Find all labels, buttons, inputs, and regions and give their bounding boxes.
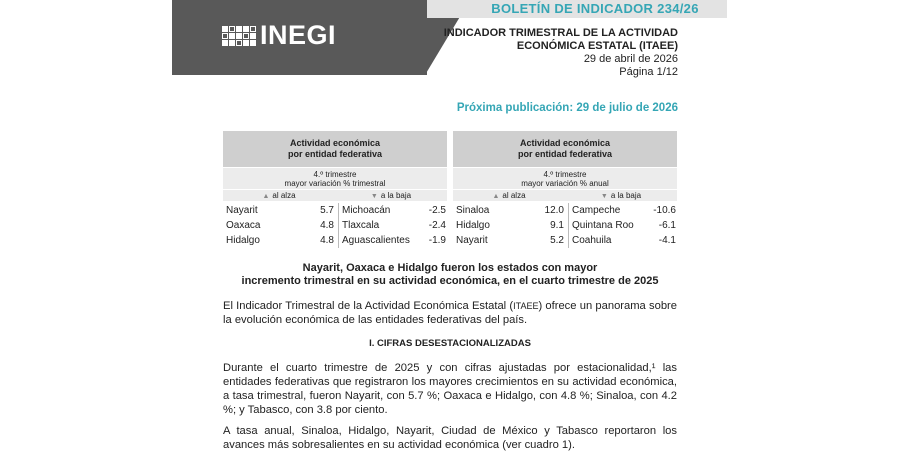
- state-name: Michoacán: [342, 205, 391, 216]
- state-value: -10.6: [653, 205, 676, 216]
- intro-paragraph: [223, 299, 677, 327]
- inegi-logo: [222, 20, 336, 51]
- table-row: [223, 233, 447, 248]
- state-value: 4.8: [286, 233, 339, 248]
- paragraph-seasonally-adjusted: Durante el cuarto trimestre de 2025 y con cifras ajustadas por estacionalidad,¹ las entidades federativas que registraron los mayores crecimientos en su actividad económica, a tasa trimestral, fueron Nayarit, con 5.7 %; Oaxaca e Hidalgo, con 4.8 %; Sinaloa, con 4.2 %; y Tabasco, con 3.8 por ciento.: [223, 362, 677, 416]
- state-value: -6.1: [658, 220, 676, 231]
- state-name: Tlaxcala: [342, 220, 380, 231]
- logo-text: INEGI: [260, 20, 337, 50]
- state-name: Nayarit: [226, 205, 258, 216]
- document-title-block: [444, 27, 678, 79]
- table-direction-header: [453, 189, 677, 201]
- bulletin-number: BOLETÍN DE INDICADOR 234/26: [491, 1, 699, 16]
- state-name: Campeche: [572, 205, 621, 216]
- state-value: 9.1: [516, 218, 569, 233]
- page-number: Página 1/12: [619, 66, 678, 78]
- table-header-line-2: por entidad federativa: [517, 149, 613, 159]
- section-title: I. CIFRAS DESESTACIONALIZADAS: [369, 338, 531, 349]
- table-period: 4.º trimestre: [313, 170, 357, 179]
- state-value: 5.2: [516, 233, 569, 248]
- state-name: Nayarit: [456, 235, 488, 246]
- down-column-header: [565, 190, 677, 201]
- headline-line-1: Nayarit, Oaxaca e Hidalgo fueron los estados con mayor: [302, 262, 598, 274]
- state-value: -1.9: [428, 235, 446, 246]
- publication-date: 29 de abril de 2026: [583, 53, 678, 65]
- up-column-header: [453, 190, 565, 201]
- table-quarterly-variation: [223, 131, 447, 248]
- table-direction-header: [223, 189, 447, 201]
- title-line-1: INDICADOR TRIMESTRAL DE LA ACTIVIDAD: [443, 27, 678, 39]
- intro-text-end: ) ofrece un panorama sobre la evolución económica de las entidades federativas del país.: [223, 300, 677, 326]
- table-measure: mayor variación % anual: [521, 179, 609, 188]
- table-row: [453, 218, 677, 233]
- headline: [223, 262, 677, 288]
- table-period: 4.º trimestre: [543, 170, 587, 179]
- intro-acronym: ITAEE: [513, 301, 539, 311]
- state-value: -2.4: [428, 220, 446, 231]
- table-row: [453, 203, 677, 218]
- table-header-line-1: Actividad económica: [519, 138, 611, 148]
- table-row: [223, 203, 447, 218]
- down-label: a la baja: [380, 191, 412, 200]
- table-subheader: [223, 168, 447, 189]
- state-value: 12.0: [516, 203, 569, 218]
- up-label: al alza: [502, 191, 526, 200]
- state-name: Hidalgo: [226, 235, 260, 246]
- triangle-down-icon: ▼: [370, 193, 378, 200]
- state-name: Sinaloa: [456, 205, 490, 216]
- triangle-down-icon: ▼: [600, 193, 608, 200]
- table-row: [223, 218, 447, 233]
- table-header-line-2: por entidad federativa: [287, 149, 383, 159]
- state-name: Quintana Roo: [572, 220, 634, 231]
- triangle-up-icon: ▲: [262, 193, 270, 200]
- title-line-2: ECONÓMICA ESTATAL (ITAEE): [516, 40, 678, 52]
- table-header: [453, 131, 677, 167]
- state-name: Oaxaca: [226, 220, 261, 231]
- logo-mark-icon: [222, 26, 256, 46]
- table-annual-variation: [453, 131, 677, 248]
- triangle-up-icon: ▲: [492, 193, 500, 200]
- next-publication: Próxima publicación: 29 de julio de 2026: [456, 102, 678, 114]
- state-value: -2.5: [428, 205, 446, 216]
- state-value: 4.8: [286, 218, 339, 233]
- up-column-header: [223, 190, 335, 201]
- state-value: -4.1: [658, 235, 676, 246]
- intro-text-start: El Indicador Trimestral de la Actividad Económica Estatal (: [223, 300, 514, 312]
- state-name: Coahuila: [572, 235, 612, 246]
- table-measure: mayor variación % trimestral: [284, 179, 386, 188]
- down-column-header: [335, 190, 447, 201]
- up-label: al alza: [272, 191, 296, 200]
- table-header-line-1: Actividad económica: [289, 138, 381, 148]
- state-name: Aguascalientes: [342, 235, 410, 246]
- table-header: [223, 131, 447, 167]
- state-name: Hidalgo: [456, 220, 490, 231]
- headline-line-2: incremento trimestral en su actividad económica, en el cuarto trimestre de 2025: [241, 275, 659, 287]
- table-subheader: [453, 168, 677, 189]
- table-row: [453, 233, 677, 248]
- paragraph-annual-rate: A tasa anual, Sinaloa, Hidalgo, Nayarit, Ciudad de México y Tabasco reportaron los avances más sobresalientes en su actividad económica (ver cuadro 1).: [223, 425, 677, 451]
- state-value: 5.7: [286, 203, 339, 218]
- down-label: a la baja: [610, 191, 642, 200]
